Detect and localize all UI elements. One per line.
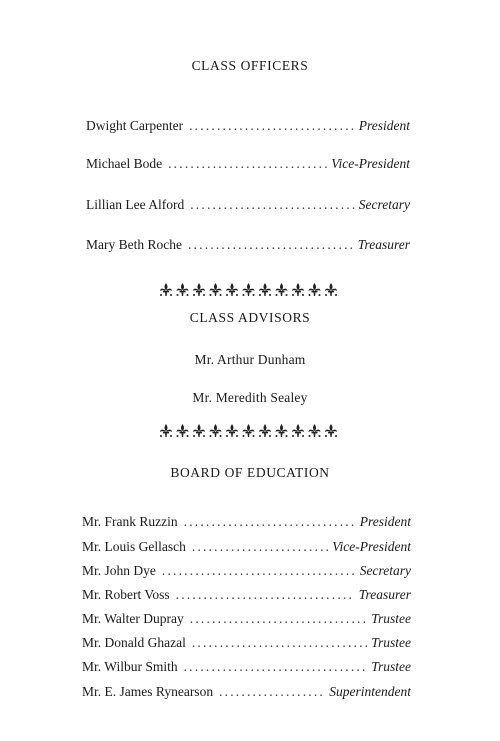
- board-member-name: Mr. E. James Rynearson: [82, 684, 214, 699]
- board-member-title: Trustee: [371, 635, 411, 650]
- board-member-title: Superintendent: [329, 684, 411, 699]
- board-member-title: Treasurer: [358, 587, 411, 602]
- officer-title: Secretary: [358, 197, 410, 212]
- board-row: [82, 684, 411, 700]
- board-row: [82, 563, 411, 579]
- board-member-title: Vice-President: [332, 539, 411, 554]
- officer-name: Mary Beth Roche: [86, 237, 182, 252]
- board-member-title: Trustee: [371, 659, 411, 674]
- board-member-name: Mr. Frank Ruzzin: [82, 514, 178, 529]
- board-row: [82, 635, 411, 651]
- officer-title: Treasurer: [357, 237, 410, 252]
- board-member-name: Mr. Louis Gellasch: [82, 539, 186, 554]
- class-advisors-heading: CLASS ADVISORS: [189, 310, 311, 325]
- class-officers-heading: CLASS OFFICERS: [191, 58, 309, 73]
- dot-leader: [219, 684, 325, 700]
- officer-title: Vice-President: [331, 156, 410, 171]
- dot-leader: [176, 587, 355, 603]
- board-row: [82, 587, 411, 603]
- board-member-name: Mr. Walter Dupray: [82, 611, 184, 626]
- officer-name: Lillian Lee Alford: [86, 197, 185, 212]
- board-row: [82, 514, 411, 530]
- board-row: [82, 611, 411, 627]
- board-member-title: Trustee: [371, 611, 411, 626]
- officer-row: [86, 197, 410, 213]
- officer-title: President: [358, 118, 410, 133]
- dot-leader: [192, 635, 367, 651]
- officer-name: Dwight Carpenter: [86, 118, 184, 133]
- dot-leader: [184, 659, 368, 675]
- fleur-de-lis-border-icon: [158, 282, 342, 298]
- board-member-name: Mr. Wilbur Smith: [82, 659, 178, 674]
- officer-name: Michael Bode: [86, 156, 163, 171]
- board-member-name: Mr. Robert Voss: [82, 587, 170, 602]
- board-row: [82, 659, 411, 675]
- board-member-title: President: [359, 514, 411, 529]
- dot-leader: [184, 514, 356, 530]
- advisor-name: Mr. Meredith Sealey: [192, 390, 308, 405]
- board-member-name: Mr. John Dye: [82, 563, 156, 578]
- dot-leader: [190, 197, 355, 213]
- officer-row: [86, 118, 410, 134]
- officer-row: [86, 156, 410, 172]
- officer-row: [86, 237, 410, 253]
- board-row: [82, 539, 411, 555]
- fleur-de-lis-border-icon: [158, 423, 342, 439]
- dot-leader: [168, 156, 327, 172]
- dot-leader: [162, 563, 356, 579]
- board-member-name: Mr. Donald Ghazal: [82, 635, 186, 650]
- dot-leader: [190, 611, 367, 627]
- dot-leader: [189, 118, 355, 134]
- board-of-education-heading: BOARD OF EDUCATION: [170, 465, 330, 480]
- advisor-name: Mr. Arthur Dunham: [194, 352, 306, 367]
- board-member-title: Secretary: [359, 563, 411, 578]
- dot-leader: [192, 539, 328, 555]
- dot-leader: [188, 237, 354, 253]
